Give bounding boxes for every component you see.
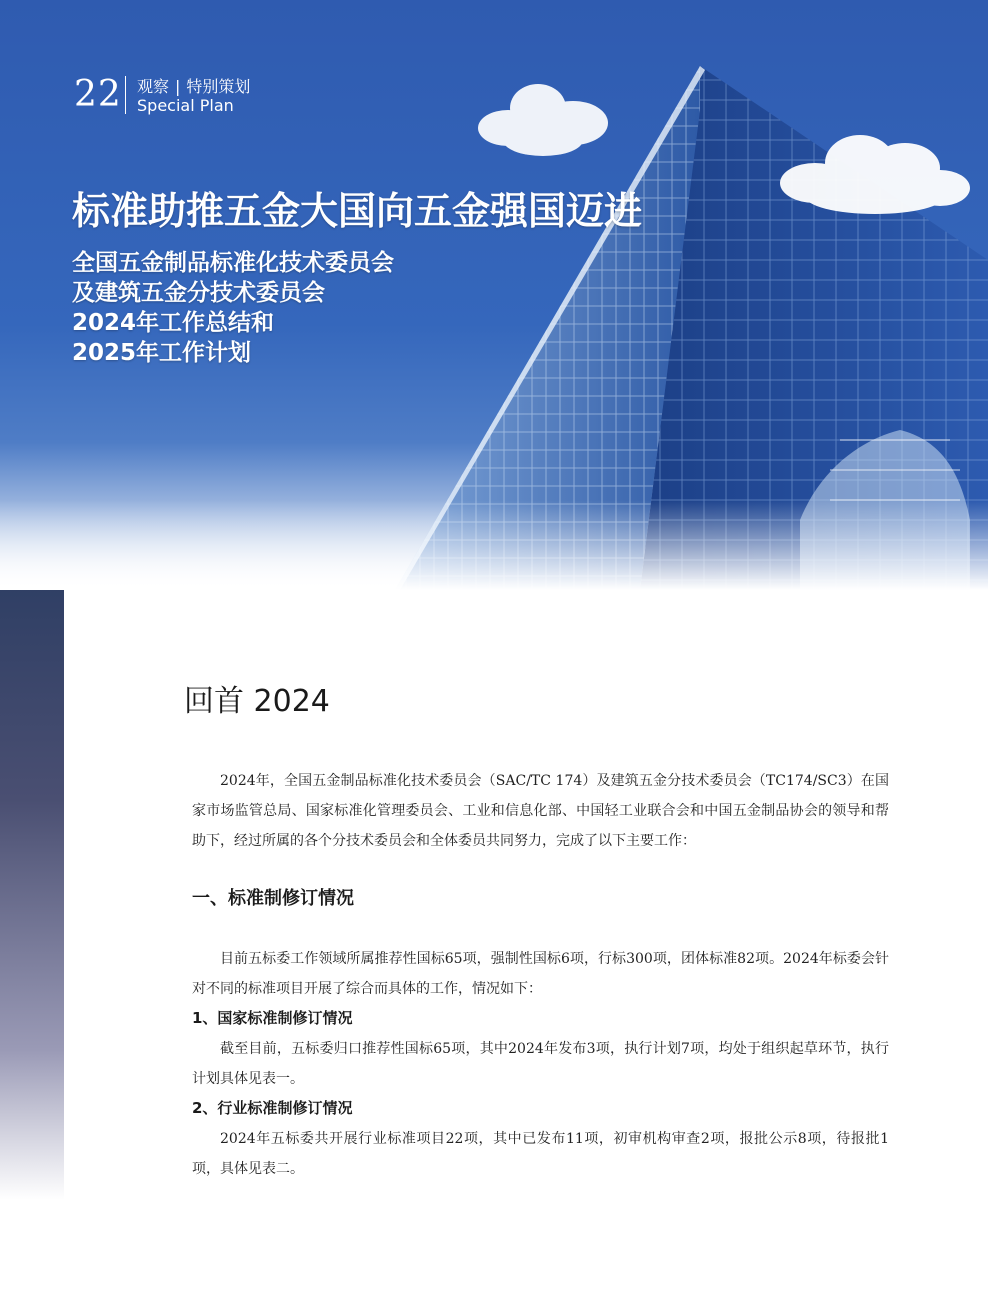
article-title: 标准助推五金大国向五金强国迈进 — [72, 189, 643, 233]
standards-paragraph — [192, 944, 889, 1004]
cloud-right — [775, 128, 975, 228]
subtitle-line: 全国五金制品标准化技术委员会 — [72, 250, 394, 276]
subtitle-line: 2025年工作计划 — [72, 340, 252, 366]
cloud-left — [468, 68, 618, 168]
page-number: 22 — [74, 74, 122, 115]
intro-paragraph — [192, 766, 889, 856]
paragraph-text: 2024年五标委共开展行业标准项目22项，其中已发布11项，初审机构审查2项，报批公示8项，待报批1项，具体见表二。 — [192, 1131, 889, 1177]
industry-paragraph — [192, 1124, 889, 1184]
paragraph-text: 目前五标委工作领域所属推荐性国标65项，强制性国标6项，行标300项，团体标准82项。2024年标委会针对不同的标准项目开展了综合而具体的工作，情况如下： — [192, 951, 889, 997]
hero-bottom-fade — [0, 500, 988, 590]
subtitle-line: 及建筑五金分技术委员会 — [72, 280, 325, 306]
paragraph-text: 2024年，全国五金制品标准化技术委员会（SAC/TC 174）及建筑五金分技术委员会（TC174/SC3）在国家市场监管总局、国家标准化管理委员会、工业和信息化部、中国轻工业联合会和中国五金制品协会的领导和帮助下，经过所属的各个分技术委员会和全体委员共同努力，完成了以下主要工作： — [192, 773, 889, 849]
subheading-standards: 一、标准制修订情况 — [192, 888, 354, 909]
column-separator: | — [175, 77, 181, 96]
article-subtitle — [72, 248, 394, 368]
national-paragraph — [192, 1034, 889, 1094]
subheading-industry: 2、行业标准制修订情况 — [192, 1099, 353, 1117]
column-label-cn — [137, 74, 250, 97]
subtitle-line: 2024年工作总结和 — [72, 310, 275, 336]
paragraph-text: 截至目前，五标委归口推荐性国标65项，其中2024年发布3项，执行计划7项，均处于组织起草环节，执行计划具体见表一。 — [192, 1041, 889, 1087]
section-heading: 回首 2024 — [184, 684, 330, 719]
column-subname: 特别策划 — [186, 77, 251, 96]
column-label-en: Special Plan — [137, 96, 234, 115]
header-divider — [125, 76, 126, 114]
column-name: 观察 — [137, 77, 170, 96]
subheading-national: 1、国家标准制修订情况 — [192, 1009, 353, 1027]
